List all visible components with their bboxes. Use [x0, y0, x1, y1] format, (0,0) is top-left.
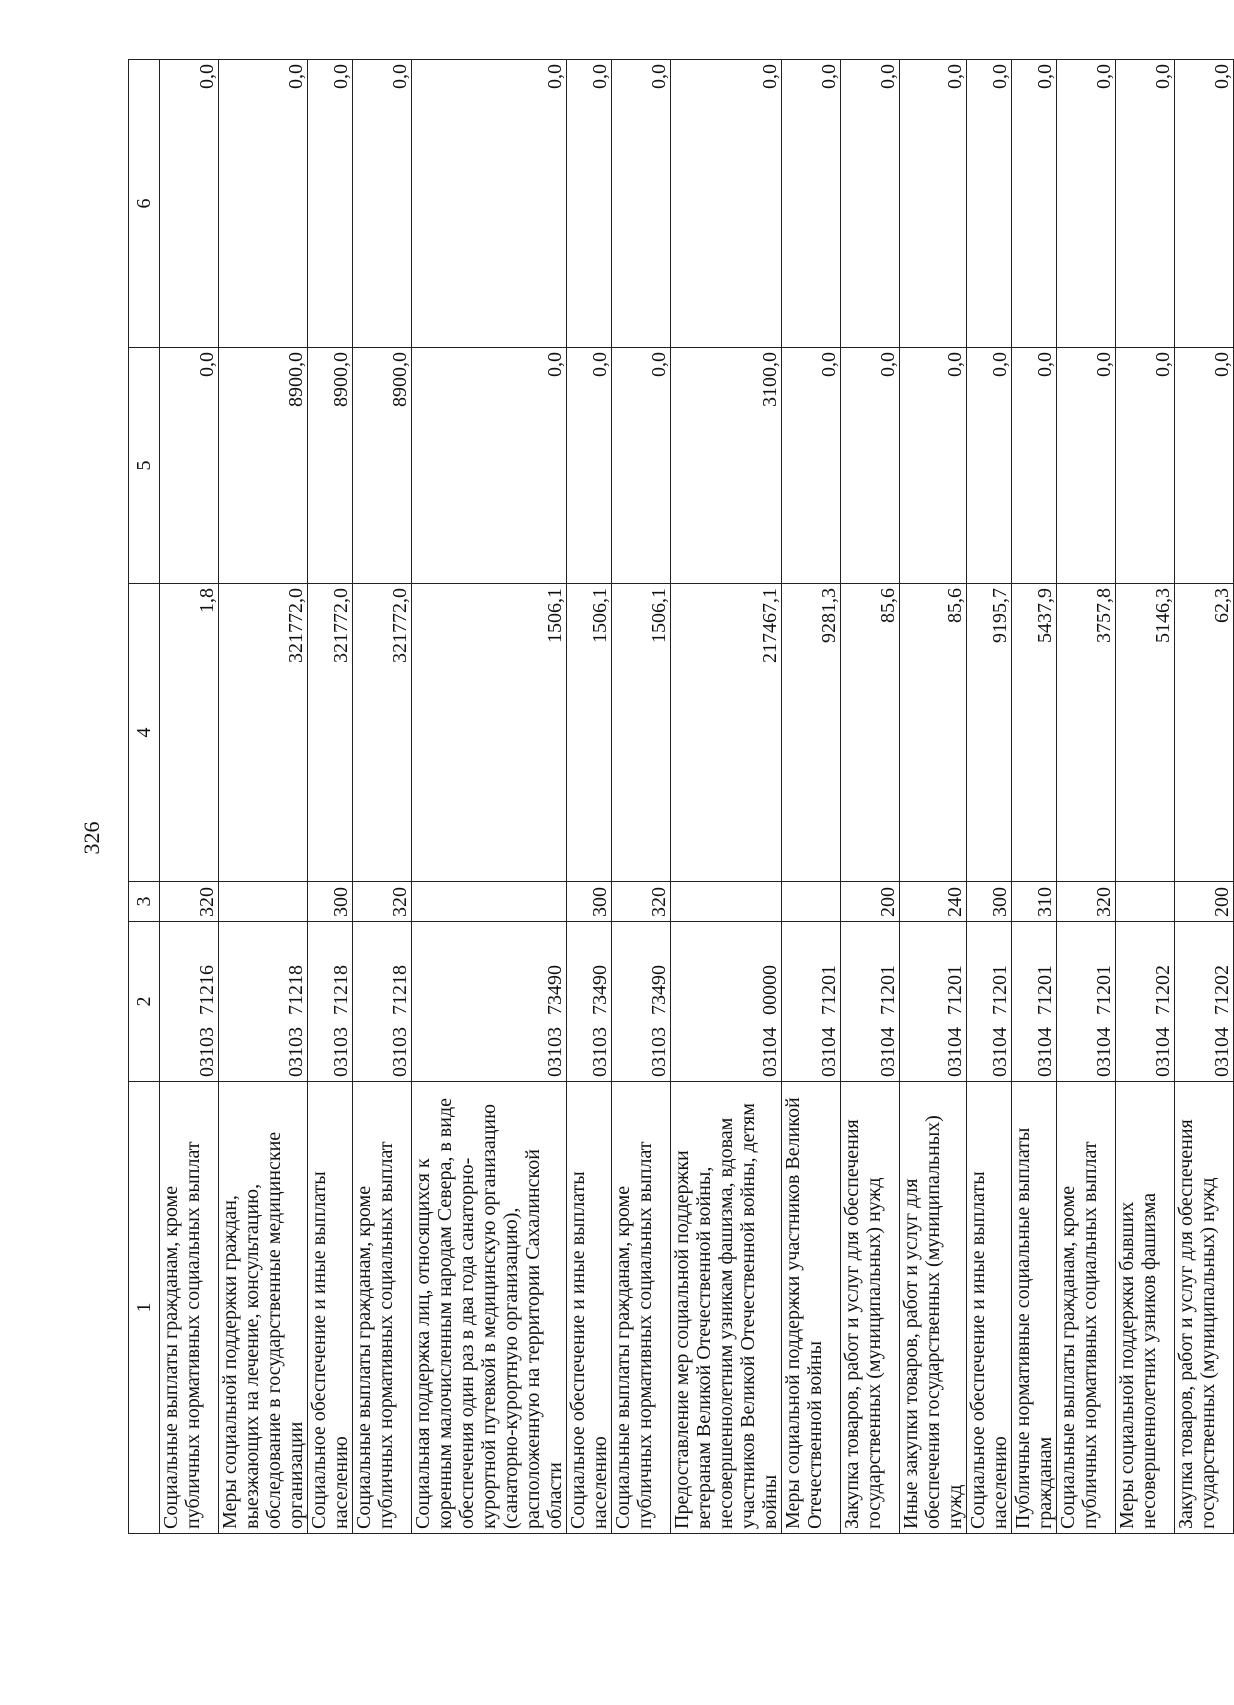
direction-code: 71201 [989, 965, 1011, 1015]
row-code [1012, 922, 1057, 1082]
row-amount-c4: 62,3 [1175, 584, 1234, 882]
direction-code: 71201 [818, 965, 840, 1015]
row-code [308, 922, 353, 1082]
row-amount-c6: 0,0 [219, 60, 308, 348]
column-header: 3 [129, 882, 160, 922]
row-name: Социальные выплаты гражданам, кроме публичных нормативных социальных выплат [1057, 1082, 1116, 1534]
page-number: 326 [79, 821, 104, 855]
row-name: Предоставление мер социальной поддержки ветеранам Великой Отечественной войны, несовершеннолетним узникам фашизма, вдовам участников Великой Отечественной войны, детям войны [671, 1082, 782, 1534]
row-expense-type: 200 [1175, 882, 1234, 922]
table-row [1012, 60, 1057, 1534]
row-amount-c5: 8900,0 [353, 348, 412, 584]
row-expense-type: 300 [967, 882, 1012, 922]
row-amount-c5: 0,0 [967, 348, 1012, 584]
program-code: 03103 [589, 1027, 611, 1077]
row-amount-c5: 0,0 [1057, 348, 1116, 584]
program-code: 03104 [989, 1027, 1011, 1077]
table-row [841, 60, 900, 1534]
program-code: 03104 [877, 1027, 899, 1077]
row-code [160, 922, 219, 1082]
direction-code: 71202 [1211, 965, 1233, 1015]
row-name: Социальные выплаты гражданам, кроме публичных нормативных социальных выплат [353, 1082, 412, 1534]
row-expense-type: 300 [308, 882, 353, 922]
row-amount-c5: 0,0 [612, 348, 671, 584]
row-expense-type: 320 [353, 882, 412, 922]
direction-code: 71201 [877, 965, 899, 1015]
direction-code: 71202 [1152, 965, 1174, 1015]
row-amount-c4: 85,6 [900, 584, 967, 882]
program-code: 03103 [648, 1027, 670, 1077]
row-code [671, 922, 782, 1082]
row-amount-c4: 3757,8 [1057, 584, 1116, 882]
row-code [567, 922, 612, 1082]
direction-code: 71201 [1093, 965, 1115, 1015]
row-amount-c4: 1,8 [160, 584, 219, 882]
row-amount-c6: 0,0 [782, 60, 841, 348]
row-name: Социальная поддержка лиц, относящихся к коренным малочисленным народам Севера, в виде обеспечения один раз в два года санаторно-курортной путевкой в медицинскую организацию (санаторно-курортную организацию), расположенную на территории Сахалинской области [412, 1082, 567, 1534]
table-row [308, 60, 353, 1534]
row-amount-c5: 8900,0 [308, 348, 353, 584]
row-amount-c6: 0,0 [1057, 60, 1116, 348]
row-code [1057, 922, 1116, 1082]
row-amount-c4: 321772,0 [308, 584, 353, 882]
row-amount-c5: 3100,0 [671, 348, 782, 584]
direction-code: 71216 [196, 965, 218, 1015]
row-amount-c6: 0,0 [160, 60, 219, 348]
row-amount-c4: 9281,3 [782, 584, 841, 882]
row-amount-c6: 0,0 [671, 60, 782, 348]
row-expense-type: 310 [1012, 882, 1057, 922]
row-code [353, 922, 412, 1082]
table-row [1057, 60, 1116, 1534]
row-amount-c4: 85,6 [841, 584, 900, 882]
program-code: 03103 [389, 1027, 411, 1077]
row-expense-type: 320 [1057, 882, 1116, 922]
rotated-table-container [128, 60, 1233, 1534]
table-row [1175, 60, 1234, 1534]
column-header: 6 [129, 60, 160, 348]
row-amount-c6: 0,0 [841, 60, 900, 348]
row-name: Социальное обеспечение и иные выплаты населению [567, 1082, 612, 1534]
row-name: Публичные нормативные социальные выплаты гражданам [1012, 1082, 1057, 1534]
program-code: 03104 [1211, 1027, 1233, 1077]
row-expense-type: 320 [160, 882, 219, 922]
row-code [782, 922, 841, 1082]
row-expense-type: 240 [900, 882, 967, 922]
direction-code: 73490 [544, 965, 566, 1015]
program-code: 03104 [1152, 1027, 1174, 1077]
row-code [612, 922, 671, 1082]
row-name: Меры социальной поддержки участников Великой Отечественной войны [782, 1082, 841, 1534]
row-code [412, 922, 567, 1082]
row-name: Социальное обеспечение и иные выплаты населению [967, 1082, 1012, 1534]
row-name: Меры социальной поддержки бывших несовершеннолетних узников фашизма [1116, 1082, 1175, 1534]
row-amount-c5: 0,0 [567, 348, 612, 584]
row-expense-type [1116, 882, 1175, 922]
row-name: Закупка товаров, работ и услуг для обеспечения государственных (муниципальных) нужд [1175, 1082, 1234, 1534]
program-code: 03104 [1034, 1027, 1056, 1077]
program-code: 03103 [544, 1027, 566, 1077]
row-amount-c6: 0,0 [1116, 60, 1175, 348]
direction-code: 71218 [285, 965, 307, 1015]
program-code: 03103 [330, 1027, 352, 1077]
row-amount-c5: 0,0 [1116, 348, 1175, 584]
row-code [841, 922, 900, 1082]
table-row [782, 60, 841, 1534]
row-amount-c4: 321772,0 [353, 584, 412, 882]
program-code: 03104 [759, 1027, 781, 1077]
row-amount-c5: 8900,0 [219, 348, 308, 584]
row-amount-c4: 1506,1 [567, 584, 612, 882]
row-amount-c6: 0,0 [353, 60, 412, 348]
direction-code: 73490 [648, 965, 670, 1015]
column-header: 5 [129, 348, 160, 584]
row-amount-c4: 321772,0 [219, 584, 308, 882]
direction-code: 00000 [759, 965, 781, 1015]
row-expense-type [782, 882, 841, 922]
row-amount-c5: 0,0 [841, 348, 900, 584]
row-amount-c6: 0,0 [967, 60, 1012, 348]
table-row [219, 60, 308, 1534]
row-name: Меры социальной поддержки граждан, выезжающих на лечение, консультацию, обследование в государственные медицинские организации [219, 1082, 308, 1534]
row-amount-c6: 0,0 [567, 60, 612, 348]
row-expense-type: 300 [567, 882, 612, 922]
row-expense-type [671, 882, 782, 922]
row-name: Социальные выплаты гражданам, кроме публичных нормативных социальных выплат [160, 1082, 219, 1534]
table-row [353, 60, 412, 1534]
row-amount-c5: 0,0 [160, 348, 219, 584]
table-row [612, 60, 671, 1534]
row-expense-type [412, 882, 567, 922]
table-row [412, 60, 567, 1534]
row-amount-c6: 0,0 [1175, 60, 1234, 348]
direction-code: 71201 [1034, 965, 1056, 1015]
row-amount-c6: 0,0 [900, 60, 967, 348]
row-amount-c4: 9195,7 [967, 584, 1012, 882]
program-code: 03103 [285, 1027, 307, 1077]
row-expense-type: 320 [612, 882, 671, 922]
row-name: Иные закупки товаров, работ и услуг для обеспечения государственных (муниципальных) нужд [900, 1082, 967, 1534]
row-code [1116, 922, 1175, 1082]
row-amount-c6: 0,0 [612, 60, 671, 348]
row-code [900, 922, 967, 1082]
direction-code: 73490 [589, 965, 611, 1015]
row-amount-c5: 0,0 [1175, 348, 1234, 584]
row-code [219, 922, 308, 1082]
row-name: Закупка товаров, работ и услуг для обеспечения государственных (муниципальных) нужд [841, 1082, 900, 1534]
header-row [129, 60, 160, 1534]
program-code: 03103 [196, 1027, 218, 1077]
row-amount-c4: 1506,1 [412, 584, 567, 882]
row-amount-c4: 217467,1 [671, 584, 782, 882]
row-name: Социальное обеспечение и иные выплаты населению [308, 1082, 353, 1534]
direction-code: 71218 [330, 965, 352, 1015]
direction-code: 71201 [944, 965, 966, 1015]
table-row [900, 60, 967, 1534]
row-expense-type: 200 [841, 882, 900, 922]
program-code: 03104 [1093, 1027, 1115, 1077]
table-row [967, 60, 1012, 1534]
program-code: 03104 [944, 1027, 966, 1077]
row-amount-c6: 0,0 [412, 60, 567, 348]
table-row [1116, 60, 1175, 1534]
row-amount-c4: 1506,1 [612, 584, 671, 882]
row-expense-type [219, 882, 308, 922]
row-code [1175, 922, 1234, 1082]
row-amount-c6: 0,0 [1012, 60, 1057, 348]
row-amount-c5: 0,0 [900, 348, 967, 584]
row-name: Социальные выплаты гражданам, кроме публичных нормативных социальных выплат [612, 1082, 671, 1534]
column-header: 1 [129, 1082, 160, 1534]
row-amount-c5: 0,0 [412, 348, 567, 584]
column-header: 2 [129, 922, 160, 1082]
row-amount-c5: 0,0 [1012, 348, 1057, 584]
program-code: 03104 [818, 1027, 840, 1077]
table-row [671, 60, 782, 1534]
direction-code: 71218 [389, 965, 411, 1015]
row-amount-c5: 0,0 [782, 348, 841, 584]
budget-table [128, 59, 1234, 1534]
table-row [160, 60, 219, 1534]
row-amount-c4: 5437,9 [1012, 584, 1057, 882]
row-amount-c6: 0,0 [308, 60, 353, 348]
row-code [967, 922, 1012, 1082]
table-row [567, 60, 612, 1534]
row-amount-c4: 5146,3 [1116, 584, 1175, 882]
column-header: 4 [129, 584, 160, 882]
